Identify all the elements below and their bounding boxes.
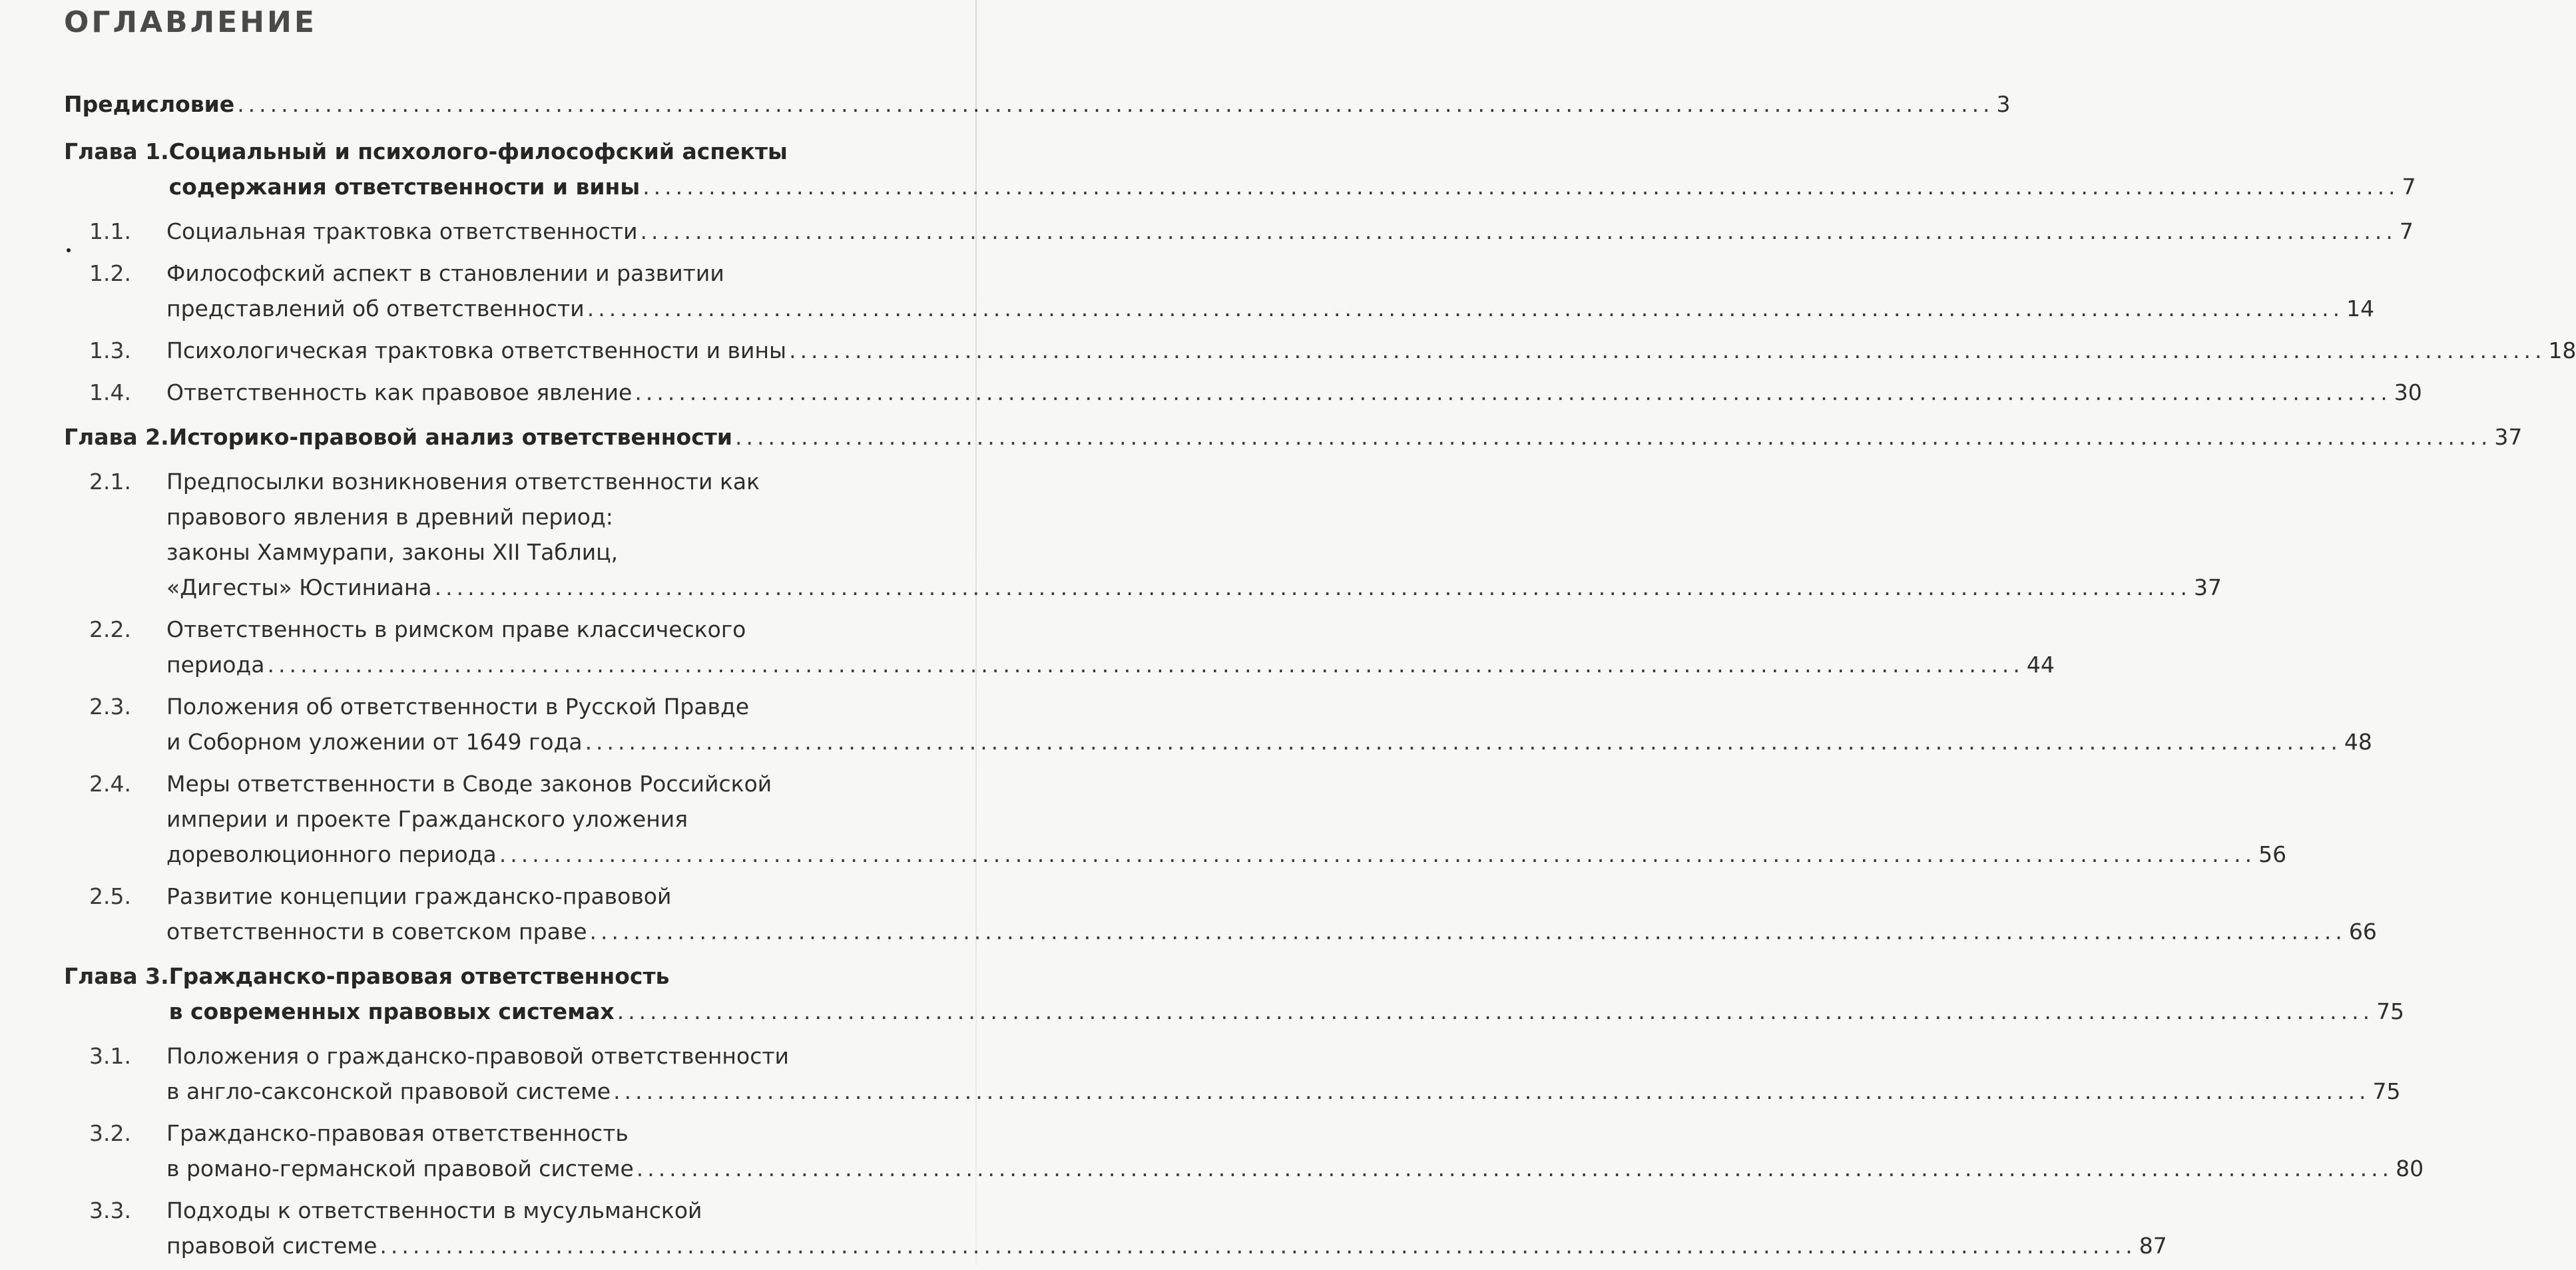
toc-page-number: 44 xyxy=(2026,652,2055,678)
toc-entry-title-line: Предпосылки возникновения ответственности как xyxy=(166,469,760,495)
toc-page-number: 18 xyxy=(2548,337,2576,363)
toc-entry-title-line: империи и проекте Гражданского уложения xyxy=(166,806,688,832)
toc-page-number: 80 xyxy=(2396,1156,2424,1181)
toc-entry-number: 1.2. xyxy=(89,260,131,286)
toc-page-number: 7 xyxy=(2399,218,2414,244)
dot-leader xyxy=(585,724,2342,759)
toc-entry-number: Глава 2. xyxy=(64,424,169,450)
dot-leader xyxy=(237,87,1993,122)
toc-entry[interactable] xyxy=(64,214,2414,249)
toc-entry-title-line: периода xyxy=(166,652,265,678)
toc-page-number: 30 xyxy=(2394,379,2422,405)
spacer xyxy=(64,1263,916,1270)
toc-entry[interactable] xyxy=(64,333,2576,368)
toc-entry-title-line: и Соборном уложении от 1649 года xyxy=(166,729,583,755)
toc-entry-number: 1.4. xyxy=(89,379,131,405)
dot-leader xyxy=(789,333,2545,368)
toc-entry-title-line: Предисловие xyxy=(64,91,235,117)
toc-entry-number: 2.1. xyxy=(89,469,131,495)
toc-entry-title-line: Развитие концепции гражданско-правовой xyxy=(166,883,672,909)
toc-entry-title-line: Гражданско-правовая ответственность xyxy=(166,1120,629,1146)
toc-entry-title-line: представлений об ответственности xyxy=(166,296,585,321)
toc-entry-title xyxy=(166,1038,2400,1109)
spacer xyxy=(64,249,916,256)
toc-entry-title xyxy=(166,689,2372,759)
toc-entry[interactable] xyxy=(64,87,2011,122)
toc-entry-number: 2.4. xyxy=(89,771,131,797)
toc-entry-title-line: правового явления в древний период: xyxy=(166,504,613,530)
toc-entry-number: Глава 3. xyxy=(64,963,169,989)
toc-page-number: 75 xyxy=(2372,1078,2401,1104)
toc-entry-title-line: в современных правовых системах xyxy=(168,998,615,1024)
dot-leader xyxy=(637,1151,2393,1186)
toc-entry[interactable] xyxy=(64,134,2416,204)
toc-page-number: 3 xyxy=(1996,91,2011,117)
toc-entry-number: 1.3. xyxy=(89,337,131,363)
spacer xyxy=(64,326,916,333)
toc-entry-title-line: Социальный и психолого-философский аспекты xyxy=(168,138,788,164)
toc-page-number: 14 xyxy=(2346,296,2375,321)
toc-entry-title-line: ответственности в советском праве xyxy=(166,919,587,945)
toc-entry-title-line: Ответственность в римском праве классического xyxy=(166,616,746,642)
toc-entry[interactable] xyxy=(64,958,2405,1029)
toc-entry-title xyxy=(169,419,2523,455)
toc-entry-title xyxy=(169,134,2416,204)
toc-entry-title xyxy=(166,333,2576,368)
toc-entry-title xyxy=(166,766,2286,872)
dot-leader xyxy=(380,1228,2136,1263)
toc-entry[interactable] xyxy=(64,464,2222,605)
toc-entry[interactable] xyxy=(64,419,2523,455)
toc-page-number: 7 xyxy=(2402,174,2416,200)
toc-entry[interactable] xyxy=(64,1038,2401,1109)
toc-entry-title-line: Положения об ответственности в Русской Правде xyxy=(166,694,750,720)
toc-entry-title-line: Ответственность как правовое явление xyxy=(166,379,633,405)
dot-leader xyxy=(587,291,2344,326)
toc-entry[interactable] xyxy=(64,1116,2424,1186)
toc-entry[interactable] xyxy=(64,879,2377,949)
toc-page-number: 66 xyxy=(2348,919,2377,945)
toc-entry-number: 2.2. xyxy=(89,616,131,642)
toc-entry[interactable] xyxy=(64,1193,2167,1263)
toc-entry-number: 3.1. xyxy=(89,1043,131,1069)
toc-entry-title-line: Психологическая трактовка ответственности и вины xyxy=(166,337,787,363)
toc-entry-title-line: законы Хаммурапи, законы XII Таблиц, xyxy=(166,539,619,565)
toc-entry-title xyxy=(166,256,2374,326)
toc-page-number: 87 xyxy=(2139,1233,2167,1259)
toc-entry-title xyxy=(64,87,2011,122)
dot-leader xyxy=(613,1074,2370,1109)
toc-entry-title-line: в англо-саксонской правовой системе xyxy=(166,1078,611,1104)
toc-entry-title xyxy=(169,958,2404,1029)
table-of-contents xyxy=(64,87,2576,1270)
toc-heading: ОГЛАВЛЕНИЕ xyxy=(64,5,317,39)
dot-leader xyxy=(641,214,2397,249)
toc-entry-title-line: в романо-германской правовой системе xyxy=(166,1156,634,1181)
toc-entry-title xyxy=(166,464,2222,605)
dot-leader xyxy=(635,375,2391,410)
dot-leader xyxy=(643,169,2399,204)
toc-entry-title-line: «Дигесты» Юстиниана xyxy=(166,574,432,600)
toc-entry-title-line: Историко-правовой анализ ответственности xyxy=(168,424,733,450)
spacer xyxy=(64,682,916,689)
toc-entry[interactable] xyxy=(64,256,2375,326)
spacer xyxy=(64,872,916,879)
dot-leader xyxy=(435,570,2191,605)
toc-entry-title-line: дореволюционного периода xyxy=(166,841,497,867)
toc-entry-number: 3.3. xyxy=(89,1197,131,1223)
spacer xyxy=(64,759,916,766)
toc-entry-title-line: Гражданско-правовая ответственность xyxy=(168,963,670,989)
toc-entry-title-line: Социальная трактовка ответственности xyxy=(166,218,638,244)
toc-entry-title xyxy=(166,1116,2424,1186)
spacer xyxy=(64,605,916,612)
toc-entry-title-line: Подходы к ответственности в мусульманской xyxy=(166,1197,702,1223)
toc-page-number: 75 xyxy=(2376,998,2405,1024)
toc-entry-number: 2.3. xyxy=(89,694,131,720)
toc-entry-number: 2.5. xyxy=(89,883,131,909)
toc-entry-number: Глава 1. xyxy=(64,138,169,164)
spacer xyxy=(64,124,916,134)
spacer xyxy=(64,410,916,419)
toc-entry[interactable] xyxy=(64,375,2422,410)
toc-entry-title xyxy=(166,612,2055,682)
dot-leader xyxy=(499,837,2256,872)
dot-leader xyxy=(617,994,2374,1029)
toc-entry-title-line: Философский аспект в становлении и развитии xyxy=(166,260,724,286)
spacer xyxy=(64,1186,916,1193)
toc-entry-title-line: правовой системе xyxy=(166,1233,378,1259)
spacer xyxy=(64,455,916,464)
dot-leader xyxy=(735,419,2491,455)
toc-entry-title xyxy=(166,879,2377,949)
toc-entry[interactable] xyxy=(64,689,2372,759)
toc-page-number: 37 xyxy=(2494,424,2523,450)
dot-leader xyxy=(268,647,2024,682)
toc-entry-title-line: Меры ответственности в Своде законов Российской xyxy=(166,771,772,797)
toc-entry-title xyxy=(166,214,2414,249)
toc-entry-title xyxy=(166,375,2422,410)
spacer xyxy=(64,949,916,958)
toc-entry-title xyxy=(166,1193,2167,1263)
spacer xyxy=(64,1029,916,1038)
toc-entry-title-line: Положения о гражданско-правовой ответственности xyxy=(166,1043,790,1069)
dot-leader xyxy=(590,914,2346,949)
toc-entry-title-line: содержания ответственности и вины xyxy=(168,174,641,200)
spacer xyxy=(64,368,916,375)
toc-page-number: 56 xyxy=(2258,841,2287,867)
spacer xyxy=(64,1109,916,1116)
toc-entry[interactable] xyxy=(64,766,2287,872)
spacer xyxy=(64,204,916,214)
toc-page-number: 48 xyxy=(2344,729,2372,755)
toc-page-number: 37 xyxy=(2194,574,2222,600)
toc-entry[interactable] xyxy=(64,612,2055,682)
toc-entry-number: 1.1. xyxy=(89,218,131,244)
toc-entry-number: 3.2. xyxy=(89,1120,131,1146)
